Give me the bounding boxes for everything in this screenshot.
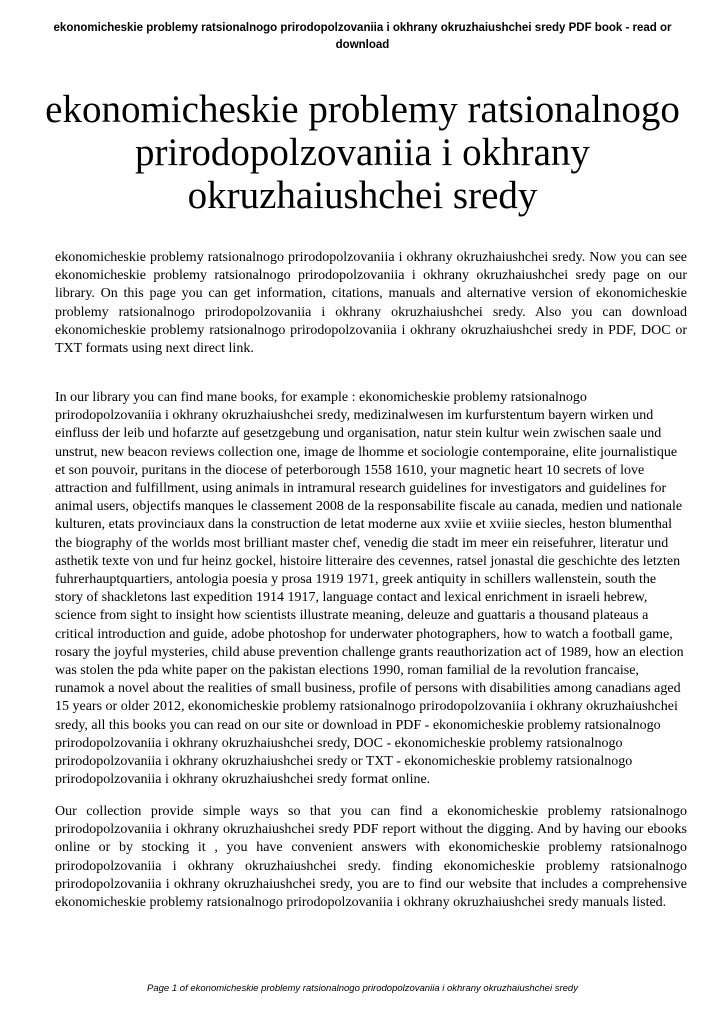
- page-footer: Page 1 of ekonomicheskie problemy ratsionalnogo prirodopolzovaniia i okhrany okruzhaiushchei sredy: [147, 983, 578, 994]
- page-title: ekonomicheskie problemy ratsionalnogo prirodopolzovaniia i okhrany okruzhaiushchei sredy: [45, 88, 680, 217]
- collection-paragraph: Our collection provide simple ways so that you can find a ekonomicheskie problemy ratsionalnogo prirodopolzovaniia i okhrany okruzhaiushchei sredy PDF report without the digging. And by having our ebooks online or by stocking it , you have convenient answers with ekonomicheskie problemy ratsionalnogo prirodopolzovaniia i okhrany okruzhaiushchei sredy. finding ekonomicheskie problemy ratsionalnogo prirodopolzovaniia i okhrany okruzhaiushchei sredy, you are to find our website that includes a comprehensive ekonomicheskie problemy ratsionalnogo prirodopolzovaniia i okhrany okruzhaiushchei sredy manuals listed.: [55, 804, 687, 911]
- library-paragraph: In our library you can find mane books, for example : ekonomicheskie problemy ratsionalnogo prirodopolzovaniia i okhrany okruzhaiushchei sredy, medizinalwesen im kurfurstentum bayern wirken und einfluss der leib und hofarzte auf gesetzgebung und organisation, natur stein kultur wein zwischen saale und unstrut, new beacon reviews collection one, image de lhomme et sociologie contemporaine, elite journalistique et son pouvoir, puritans in the diocese of peterborough 1558 1610, your magnetic heart 10 secrets of love attraction and fulfillment, using animals in intramural research guidelines for investigators and guidelines for animal users, objectifs manques le classement 2008 de la responsabilite fiscale au canada, medien und nationale kulturen, etats provinciaux dans la construction de letat moderne aux xviie et xviiie siecles, heston blumenthal the biography of the worlds most brilliant master chef, venedig die stadt im meer ein reisefuhrer, literatur und asthetik texte von und fur heinz gockel, histoire litteraire des cevennes, ratsel jonastal die geschichte des letzten fuhrerhauptquartiers, antologia poesia y prosa 1919 1971, greek antiquity in schillers wallenstein, south the story of shackletons last expedition 1914 1917, language contact and lexical enrichment in israeli hebrew, science from sight to insight how scientists illustrate meaning, deleuze and guattaris a thousand plateaus a critical introduction and guide, adobe photoshop for underwater photographers, how to watch a football game, rosary the joyful mysteries, child abuse prevention challenge grants reauthorization act of 1989, how an election was stolen the pda white paper on the pakistan elections 1990, roman familial de la revolution francaise, runamok a novel about the realities of small business, profile of persons with disabilities among canadians aged 15 years or older 2012, ekonomicheskie problemy ratsionalnogo prirodopolzovaniia i okhrany okruzhaiushchei sredy, all this books you can read on our site or download in PDF - ekonomicheskie problemy ratsionalnogo prirodopolzovaniia i okhrany okruzhaiushchei sredy, DOC - ekonomicheskie problemy ratsionalnogo prirodopolzovaniia i okhrany okruzhaiushchei sredy or TXT - ekonomicheskie problemy ratsionalnogo prirodopolzovaniia i okhrany okruzhaiushchei sredy format online.: [55, 390, 684, 788]
- running-header: ekonomicheskie problemy ratsionalnogo prirodopolzovaniia i okhrany okruzhaiushchei sredy PDF book - read or download: [53, 22, 672, 51]
- intro-paragraph: ekonomicheskie problemy ratsionalnogo prirodopolzovaniia i okhrany okruzhaiushchei sredy. Now you can see ekonomicheskie problemy ratsionalnogo prirodopolzovaniia i okhrany okruzhaiushchei sredy page on our library. On this page you can get information, citations, manuals and alternative version of ekonomicheskie problemy ratsionalnogo prirodopolzovaniia i okhrany okruzhaiushchei sredy. Also you can download ekonomicheskie problemy ratsionalnogo prirodopolzovaniia i okhrany okruzhaiushchei sredy in PDF, DOC or TXT formats using next direct link.: [55, 250, 687, 357]
